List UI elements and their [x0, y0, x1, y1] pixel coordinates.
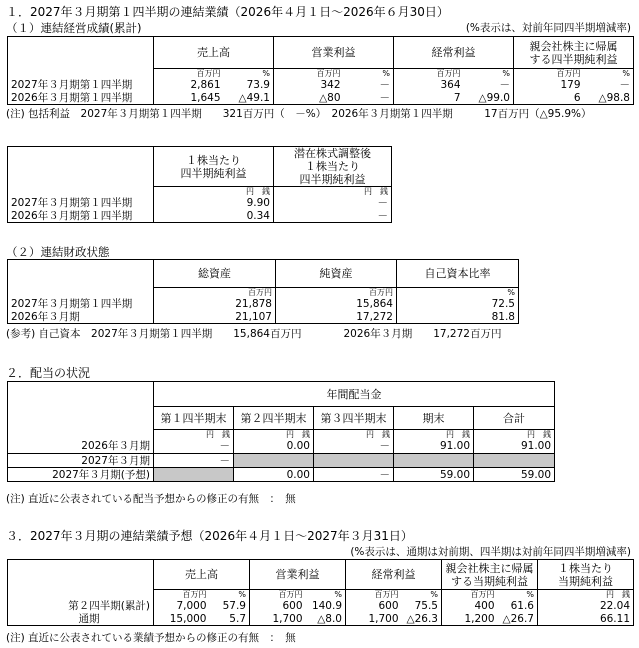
corner-cell [8, 37, 154, 69]
cell: △26.7 [498, 613, 538, 626]
table-row [8, 79, 634, 92]
equity-note: (参考) 自己資本 2027年３月期第１四半期 15,864百万円 2026年３月期 17,272百万円 [6, 328, 502, 340]
cell: 21,878 [154, 298, 276, 311]
unit: 百万円 [394, 69, 464, 79]
unit: 百万円 [154, 288, 276, 298]
cell: △99.0 [464, 92, 514, 105]
header-total-assets: 総資産 [154, 260, 276, 288]
header-ordinary-profit: 経常利益 [394, 37, 514, 69]
cell: 364 [394, 79, 464, 92]
cell [474, 454, 555, 468]
header-year-end: 期末 [394, 407, 474, 430]
cell: 9.90 [154, 197, 274, 210]
cell: 140.9 [306, 600, 346, 613]
row-label: 第２四半期(累計) [8, 600, 154, 613]
unit: 百万円 [276, 288, 397, 298]
header-operating-profit: 営業利益 [250, 560, 346, 590]
cell: 0.00 [234, 440, 314, 454]
dividend-revision-note: (注) 直近に公表されている配当予想からの修正の有無 ： 無 [6, 493, 296, 505]
cell: 59.00 [474, 468, 555, 482]
unit: % [344, 69, 394, 79]
cell: 66.11 [538, 613, 634, 626]
forecast-revision-note: (注) 直近に公表されている業績予想からの修正の有無 ： 無 [6, 632, 296, 644]
dividends-title: ２．配当の状況 [6, 366, 91, 380]
unit: % [498, 590, 538, 600]
header-net-income-parent: 親会社株主に帰属 する当期純利益 [442, 560, 538, 590]
cell: 1,645 [154, 92, 224, 105]
table-row [8, 613, 634, 626]
table-row [8, 92, 634, 105]
unit: 円 銭 [394, 430, 474, 440]
row-label: 通期 [8, 613, 154, 626]
dividends-table [7, 381, 555, 482]
cell: － [344, 79, 394, 92]
cell: 59.00 [394, 468, 474, 482]
header-eps: １株当たり 四半期純利益 [154, 147, 274, 187]
corner-cell [8, 147, 154, 187]
cell: 7 [394, 92, 464, 105]
table-row [8, 468, 555, 482]
cell: 61.6 [498, 600, 538, 613]
header-q2-end: 第２四半期末 [234, 407, 314, 430]
unit: % [464, 69, 514, 79]
cell: 600 [346, 600, 402, 613]
row-label: 2027年３月期第１四半期 [8, 79, 154, 92]
unit: 円 銭 [274, 187, 392, 197]
section1-subtitle: （１）連結経営成績(累計) [6, 21, 142, 35]
cell: 600 [250, 600, 306, 613]
row-label: 2027年３月期(予想) [8, 468, 154, 482]
unit: 円 銭 [314, 430, 394, 440]
cell: 6 [514, 92, 584, 105]
cell: － [274, 197, 392, 210]
unit: % [584, 69, 634, 79]
cell: 1,700 [250, 613, 306, 626]
header-operating-profit: 営業利益 [274, 37, 394, 69]
unit: 百万円 [154, 69, 224, 79]
cell: 81.8 [397, 311, 519, 324]
section1-pct-note: (%表示は、対前年同四半期増減率) [465, 22, 631, 34]
table-row [8, 210, 392, 223]
unit: 円 銭 [474, 430, 555, 440]
table-row [8, 197, 392, 210]
header-annual-dividend: 年間配当金 [154, 382, 555, 407]
unit: 百万円 [250, 590, 306, 600]
cell: 0.00 [234, 468, 314, 482]
cell: 15,000 [154, 613, 210, 626]
unit: 円 銭 [154, 430, 234, 440]
cell [234, 454, 314, 468]
cell: － [154, 440, 234, 454]
table-row [8, 600, 634, 613]
header-net-income-parent: 親会社株主に帰属 する四半期純利益 [514, 37, 634, 69]
cell: － [464, 79, 514, 92]
unit: % [402, 590, 442, 600]
cell: － [274, 210, 392, 223]
cell: 1,200 [442, 613, 498, 626]
cell: 57.9 [210, 600, 250, 613]
cell: 2,861 [154, 79, 224, 92]
unit: 百万円 [274, 69, 344, 79]
unit: % [224, 69, 274, 79]
header-total: 合計 [474, 407, 555, 430]
unit: % [306, 590, 346, 600]
header-diluted-eps: 潜在株式調整後 １株当たり 四半期純利益 [274, 147, 392, 187]
row-label: 2027年３月期 [8, 454, 154, 468]
unit: 百万円 [514, 69, 584, 79]
cell: 5.7 [210, 613, 250, 626]
table-row [8, 311, 519, 324]
cell: － [154, 454, 234, 468]
table-row [8, 440, 555, 454]
cell: 1,700 [346, 613, 402, 626]
cell: △26.3 [402, 613, 442, 626]
unit: % [210, 590, 250, 600]
unit: % [397, 288, 519, 298]
cell: 0.34 [154, 210, 274, 223]
header-sales: 売上高 [154, 560, 250, 590]
section2-subtitle: （２）連結財政状態 [6, 245, 110, 259]
cell: △8.0 [306, 613, 346, 626]
cell: 7,000 [154, 600, 210, 613]
table-row [8, 454, 555, 468]
cell [314, 454, 394, 468]
unit: 百万円 [442, 590, 498, 600]
cell: 91.00 [394, 440, 474, 454]
cell: 75.5 [402, 600, 442, 613]
row-label: 2026年３月期 [8, 311, 154, 324]
comprehensive-income-note: (注) 包括利益 2027年３月期第１四半期 321百万円（ －%） 2026年３月期第１四半期 17百万円（△95.9%） [6, 108, 592, 120]
cell [154, 468, 234, 482]
header-net-assets: 純資産 [276, 260, 397, 288]
cell: － [314, 468, 394, 482]
corner-cell [8, 382, 154, 430]
cell: － [344, 92, 394, 105]
row-label: 2026年３月期第１四半期 [8, 210, 154, 223]
row-label: 2026年３月期第１四半期 [8, 92, 154, 105]
header-equity-ratio: 自己資本比率 [397, 260, 519, 288]
financial-position-table [7, 259, 519, 324]
cell: 73.9 [224, 79, 274, 92]
forecast-pct-note: (%表示は、通期は対前期、四半期は対前年同四半期増減率) [350, 546, 631, 558]
cell: △80 [274, 92, 344, 105]
cell: 91.00 [474, 440, 555, 454]
unit: 円 銭 [234, 430, 314, 440]
row-label: 2027年３月期第１四半期 [8, 298, 154, 311]
header-ordinary-profit: 経常利益 [346, 560, 442, 590]
cell [394, 454, 474, 468]
cell: 179 [514, 79, 584, 92]
cell: 342 [274, 79, 344, 92]
header-sales: 売上高 [154, 37, 274, 69]
cell: 21,107 [154, 311, 276, 324]
section1-title: １．2027年３月期第１四半期の連結業績（2026年４月１日～2026年６月30日） [6, 5, 449, 19]
header-q1-end: 第１四半期末 [154, 407, 234, 430]
unit: 百万円 [154, 590, 210, 600]
header-q3-end: 第３四半期末 [314, 407, 394, 430]
row-label: 2027年３月期第１四半期 [8, 197, 154, 210]
row-label: 2026年３月期 [8, 440, 154, 454]
unit: 百万円 [346, 590, 402, 600]
cell: － [584, 79, 634, 92]
forecast-title: ３．2027年３月期の連結業績予想（2026年４月１日～2027年３月31日） [6, 529, 413, 543]
cell: － [314, 440, 394, 454]
cell: 17,272 [276, 311, 397, 324]
corner-cell [8, 260, 154, 288]
table-row [8, 298, 519, 311]
cell: △98.8 [584, 92, 634, 105]
forecast-table [7, 559, 634, 626]
eps-table [7, 146, 392, 223]
cell: △49.1 [224, 92, 274, 105]
cell: 400 [442, 600, 498, 613]
unit: 円 銭 [154, 187, 274, 197]
cell: 22.04 [538, 600, 634, 613]
unit: 円 銭 [538, 590, 634, 600]
cell: 72.5 [397, 298, 519, 311]
header-eps: １株当たり 当期純利益 [538, 560, 634, 590]
operating-results-table [7, 36, 634, 105]
cell: 15,864 [276, 298, 397, 311]
corner-cell [8, 560, 154, 590]
